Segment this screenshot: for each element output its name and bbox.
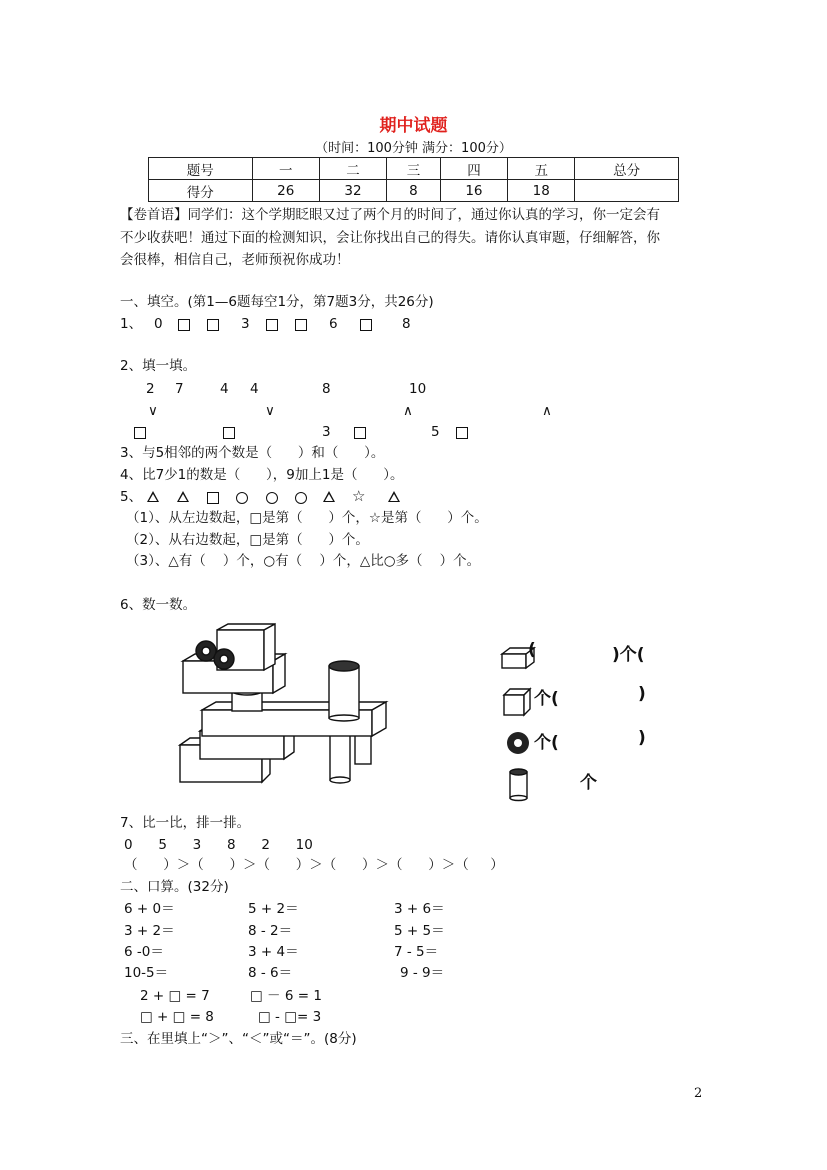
question-text: 3、与5相邻的两个数是（ ）和（ ）。 — [120, 445, 385, 461]
table-cell: 总分 — [575, 158, 679, 180]
triangle-icon — [323, 491, 335, 502]
count-label: ) — [638, 684, 646, 704]
page-title: 期中试题 — [379, 116, 448, 136]
table-cell: 18 — [508, 180, 575, 202]
triangle-icon — [147, 491, 159, 502]
table-cell: 三 — [387, 158, 441, 180]
table-cell: 题号 — [149, 158, 253, 180]
answer-box[interactable] — [178, 319, 190, 331]
calc-item: 8 - 2＝ — [248, 923, 293, 939]
equation: □ - □= 3 — [258, 1009, 322, 1025]
count-label: 个 — [580, 773, 597, 793]
count-label: 个( — [534, 733, 559, 753]
number: 10 — [409, 381, 427, 397]
cube-icon — [502, 687, 532, 717]
number: 2 — [146, 381, 155, 397]
number: 3 — [322, 424, 331, 440]
ball-icon — [505, 730, 531, 756]
compare-sign: ∨ — [265, 403, 275, 419]
section-heading: 一、填空。(第1—6题每空1分，第7题3分，共26分) — [120, 294, 434, 310]
blocks-figure — [172, 618, 392, 788]
table-cell: 32 — [319, 180, 386, 202]
calc-item: 3 + 4＝ — [248, 944, 299, 960]
table-row — [149, 180, 679, 202]
number: 4 — [250, 381, 259, 397]
answer-box[interactable] — [456, 427, 468, 439]
intro-line: 不少收获吧！通过下面的检测知识，会让你找出自己的得失。请你认真审题，仔细解答，你 — [120, 230, 660, 246]
number: 0 — [154, 316, 163, 332]
answer-box[interactable] — [295, 319, 307, 331]
table-cell: 8 — [387, 180, 441, 202]
section-heading: 二、口算。(32分) — [120, 879, 229, 895]
answer-box[interactable] — [354, 427, 366, 439]
table-cell: 16 — [440, 180, 507, 202]
intro-line: 会很棒，相信自己，老师预祝你成功！ — [120, 252, 350, 268]
question-text: （2）、从右边数起，□是第（ ）个。 — [126, 532, 369, 548]
number: 8 — [322, 381, 331, 397]
count-label: ) — [638, 728, 646, 748]
compare-sign: ∧ — [542, 403, 552, 419]
calc-item: 6 -0＝ — [124, 944, 164, 960]
calc-item: 8 - 6＝ — [248, 965, 293, 981]
section-heading: 三、在里填上“＞”、“＜”或“＝”。(8分) — [120, 1031, 357, 1047]
number-list: 0 5 3 8 2 10 — [124, 837, 313, 853]
question-text: （1）、从左边数起，□是第（ ）个，☆是第（ ）个。 — [126, 510, 488, 526]
answer-box[interactable] — [207, 319, 219, 331]
calc-item: 6 + 0＝ — [124, 901, 175, 917]
table-cell: 26 — [252, 180, 319, 202]
table-row — [149, 158, 679, 180]
table-cell: 二 — [319, 158, 386, 180]
count-label: )个( — [612, 645, 645, 665]
calc-item: 3 + 2＝ — [124, 923, 175, 939]
calc-item: 5 + 2＝ — [248, 901, 299, 917]
star-icon: ☆ — [352, 487, 366, 505]
calc-item: 5 + 5＝ — [394, 923, 445, 939]
page-number: 2 — [694, 1086, 703, 1101]
equation: 2 + □ = 7 — [140, 988, 210, 1004]
compare-sign: ∨ — [148, 403, 158, 419]
circle-icon — [236, 492, 248, 504]
count-label: 个( — [534, 689, 559, 709]
table-cell: 四 — [440, 158, 507, 180]
question-label: 5、 — [120, 489, 143, 505]
intro-line: 【卷首语】同学们：这个学期眨眼又过了两个月的时间了，通过你认真的学习，你一定会有 — [120, 207, 660, 223]
calc-item: 10-5＝ — [124, 965, 169, 981]
answer-box[interactable] — [223, 427, 235, 439]
square-icon — [207, 492, 219, 504]
number: 5 — [431, 424, 440, 440]
compare-sign: ∧ — [403, 403, 413, 419]
answer-box[interactable] — [360, 319, 372, 331]
equation: □ + □ = 8 — [140, 1009, 214, 1025]
question-text: 4、比7少1的数是（ ），9加上1是（ ）。 — [120, 467, 404, 483]
calc-item: 7 - 5＝ — [394, 944, 439, 960]
question-label: 7、比一比，排一排。 — [120, 815, 251, 831]
table-cell: 五 — [508, 158, 575, 180]
calc-item: 3 + 6＝ — [394, 901, 445, 917]
table-cell — [575, 180, 679, 202]
number: 4 — [220, 381, 229, 397]
answer-blanks: （ ）＞（ ）＞（ ）＞（ ）＞（ ）＞（ ） — [124, 857, 504, 873]
exam-info: （时间：100分钟 满分：100分） — [315, 141, 512, 156]
calc-item: 9 - 9＝ — [400, 965, 445, 981]
answer-box[interactable] — [134, 427, 146, 439]
cylinder-icon — [508, 768, 530, 802]
circle-icon — [266, 492, 278, 504]
table-cell: 一 — [252, 158, 319, 180]
question-label: 2、填一填。 — [120, 358, 197, 374]
triangle-icon — [177, 491, 189, 502]
number: 7 — [175, 381, 184, 397]
number: 8 — [402, 316, 411, 332]
question-label: 6、数一数。 — [120, 597, 197, 613]
question-text: （3）、△有（ ）个，○有（ ）个，△比○多（ ）个。 — [126, 553, 481, 569]
circle-icon — [295, 492, 307, 504]
table-cell: 得分 — [149, 180, 253, 202]
number: 6 — [329, 316, 338, 332]
question-label: 1、 — [120, 316, 143, 332]
answer-box[interactable] — [266, 319, 278, 331]
number: 3 — [241, 316, 250, 332]
equation: □ － 6 = 1 — [250, 988, 322, 1004]
triangle-icon — [388, 491, 400, 502]
count-label: ( — [528, 640, 536, 660]
score-table — [148, 157, 679, 202]
